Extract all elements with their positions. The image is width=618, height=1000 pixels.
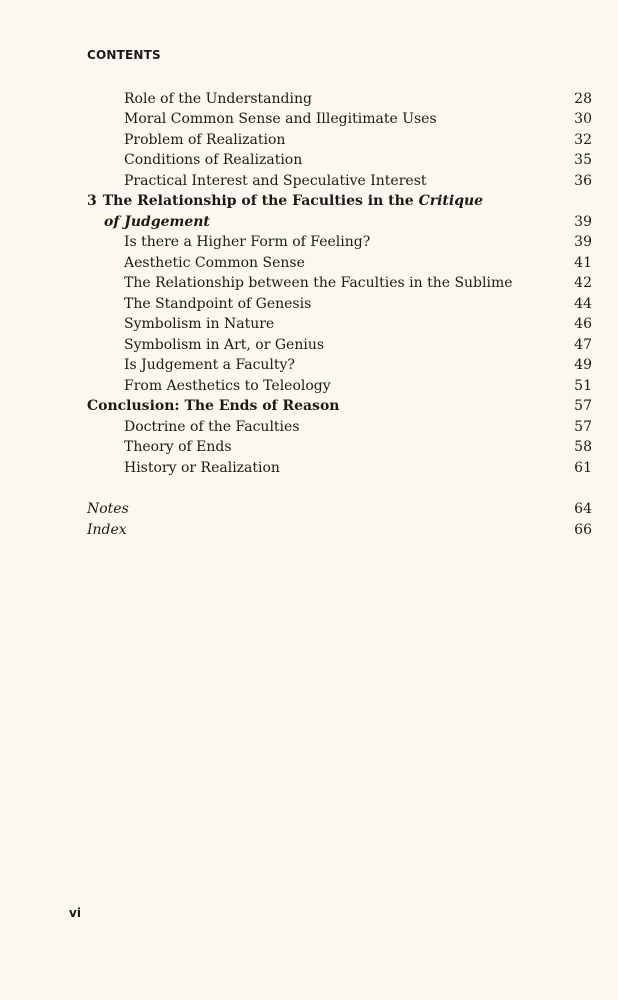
toc-entry-page: 28 — [574, 91, 592, 107]
chapter-heading — [0, 191, 618, 211]
toc-entry-page: 51 — [574, 378, 592, 394]
chapter-number: 3 — [87, 193, 97, 209]
toc-entry-page: 39 — [574, 234, 592, 250]
toc-entry-title: Doctrine of the Faculties — [124, 419, 300, 435]
toc-entry-page: 44 — [574, 296, 592, 312]
toc-entry-page: 30 — [574, 111, 592, 127]
toc-entry-page: 57 — [574, 419, 592, 435]
toc-entry — [0, 314, 618, 334]
chapter-title-line2: of Judgement — [104, 214, 210, 230]
toc-entry-title: Theory of Ends — [124, 439, 232, 455]
toc-entry — [0, 458, 618, 478]
back-matter-entry — [0, 520, 618, 540]
toc-entry-page: 32 — [574, 132, 592, 148]
conclusion-page: 57 — [574, 398, 592, 414]
chapter-title: The Relationship of the Faculties in the — [102, 193, 414, 209]
chapter-heading-continued — [0, 212, 618, 232]
toc-entry-page: 46 — [574, 316, 592, 332]
back-matter-entry — [0, 499, 618, 519]
chapter-title-italic: Critique — [418, 193, 484, 209]
toc-entry-title: The Standpoint of Genesis — [124, 296, 312, 312]
toc-entry — [0, 109, 618, 129]
toc-entry-title: Problem of Realization — [124, 132, 286, 148]
toc-entry-title: Is Judgement a Faculty? — [124, 357, 295, 373]
toc-entry-title: Conditions of Realization — [124, 152, 303, 168]
toc-entry — [0, 130, 618, 150]
toc-entry — [0, 335, 618, 355]
back-matter-title: Index — [87, 522, 127, 538]
toc-entry-title: Symbolism in Nature — [124, 316, 275, 332]
toc-entry-title: The Relationship between the Faculties in the Sublime — [124, 275, 513, 291]
toc-entry — [0, 232, 618, 252]
toc-entry — [0, 89, 618, 109]
toc-entry-title: History or Realization — [124, 460, 280, 476]
toc-entry — [0, 171, 618, 191]
toc-entry-page: 41 — [574, 255, 592, 271]
toc-entry — [0, 417, 618, 437]
toc-entry-title: From Aesthetics to Teleology — [124, 378, 331, 394]
toc-entry-title: Symbolism in Art, or Genius — [124, 337, 325, 353]
toc-entry — [0, 273, 618, 293]
toc-entry-page: 35 — [574, 152, 592, 168]
back-matter-page: 66 — [574, 522, 592, 538]
toc-entry-title: Is there a Higher Form of Feeling? — [124, 234, 371, 250]
toc-entry — [0, 294, 618, 314]
running-header: CONTENTS — [87, 48, 161, 62]
conclusion-heading — [0, 396, 618, 416]
toc-entry-title: Moral Common Sense and Illegitimate Uses — [124, 111, 437, 127]
toc-entry-page: 36 — [574, 173, 592, 189]
toc-entry-page: 42 — [574, 275, 592, 291]
conclusion-title: Conclusion: The Ends of Reason — [87, 398, 340, 414]
toc-entry-title: Practical Interest and Speculative Interest — [124, 173, 427, 189]
page-folio: vi — [69, 906, 81, 920]
toc-entry-title: Role of the Understanding — [124, 91, 312, 107]
toc-entry — [0, 355, 618, 375]
toc-entry-page: 49 — [574, 357, 592, 373]
toc-entry — [0, 150, 618, 170]
toc-entry — [0, 253, 618, 273]
back-matter-title: Notes — [87, 501, 129, 517]
toc-entry — [0, 437, 618, 457]
toc-entry-page: 61 — [574, 460, 592, 476]
toc-entry-page: 47 — [574, 337, 592, 353]
toc-entry — [0, 376, 618, 396]
toc-entry-page: 58 — [574, 439, 592, 455]
chapter-page: 39 — [574, 214, 592, 230]
toc-entry-title: Aesthetic Common Sense — [124, 255, 305, 271]
back-matter-page: 64 — [574, 501, 592, 517]
